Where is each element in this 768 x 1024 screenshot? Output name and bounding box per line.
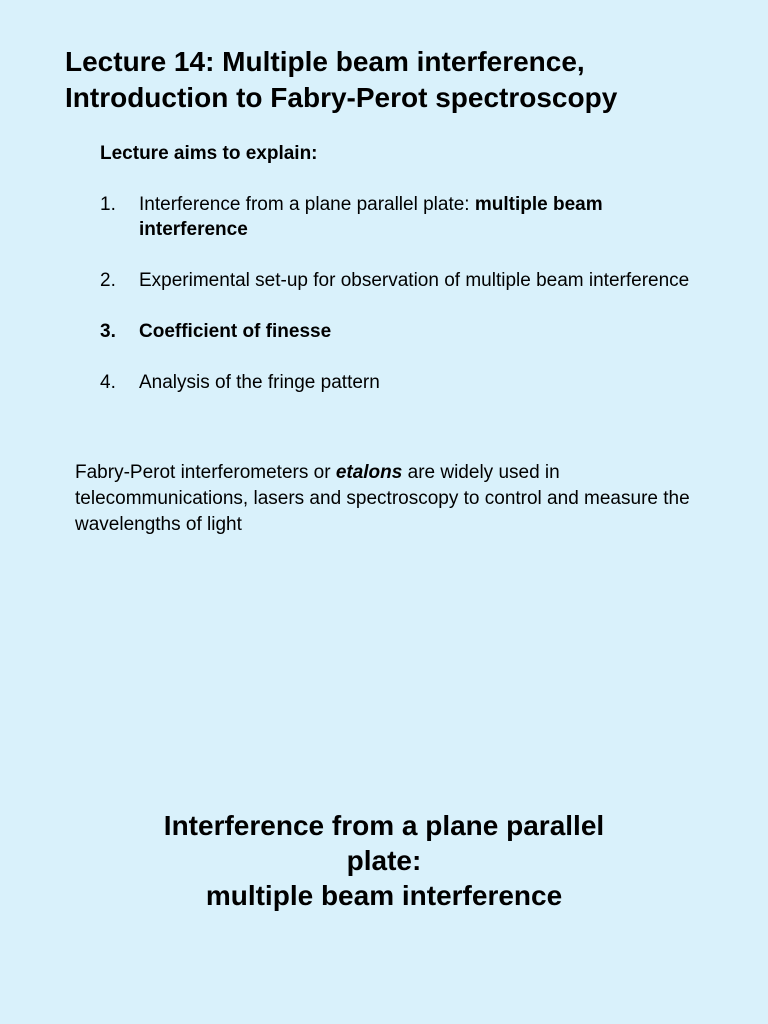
aims-list xyxy=(100,192,700,421)
aims-item-number: 1. xyxy=(100,194,116,215)
aims-item-text: Experimental set-up for observation of multiple beam interference xyxy=(139,270,690,291)
section-title-line-3: multiple beam interference xyxy=(205,880,563,911)
aims-item-number: 3. xyxy=(100,321,116,342)
aims-item-3 xyxy=(100,319,700,344)
lecture-title-line-1: Lecture 14: Multiple beam interference, xyxy=(65,46,585,77)
intro-paragraph xyxy=(75,460,695,538)
aims-item-2 xyxy=(100,268,700,293)
lecture-title xyxy=(65,44,745,116)
section-title-line-1: Interference from a plane parallel xyxy=(163,810,605,841)
aims-item-4 xyxy=(100,370,700,395)
aims-heading: Lecture aims to explain: xyxy=(100,143,318,164)
aims-item-1 xyxy=(100,192,700,242)
lecture-title-line-2: Introduction to Fabry-Perot spectroscopy xyxy=(65,82,618,113)
section-title-line-2: plate: xyxy=(346,845,422,876)
aims-item-text: Coefficient of finesse xyxy=(139,321,332,342)
aims-item-text: Interference from a plane parallel plate: xyxy=(139,194,475,215)
aims-item-text: Analysis of the fringe pattern xyxy=(139,372,380,393)
section-title xyxy=(84,808,684,913)
aims-item-bold-text: multiple beam interference xyxy=(139,194,603,240)
intro-paragraph-after: are widely used in telecommunications, lasers and spectroscopy to control and measure the wavelengths of light xyxy=(75,462,690,535)
aims-item-number: 2. xyxy=(100,270,116,291)
intro-paragraph-before: Fabry-Perot interferometers or xyxy=(75,462,336,483)
intro-paragraph-emphasis: etalons xyxy=(335,462,403,483)
aims-item-number: 4. xyxy=(100,372,116,393)
